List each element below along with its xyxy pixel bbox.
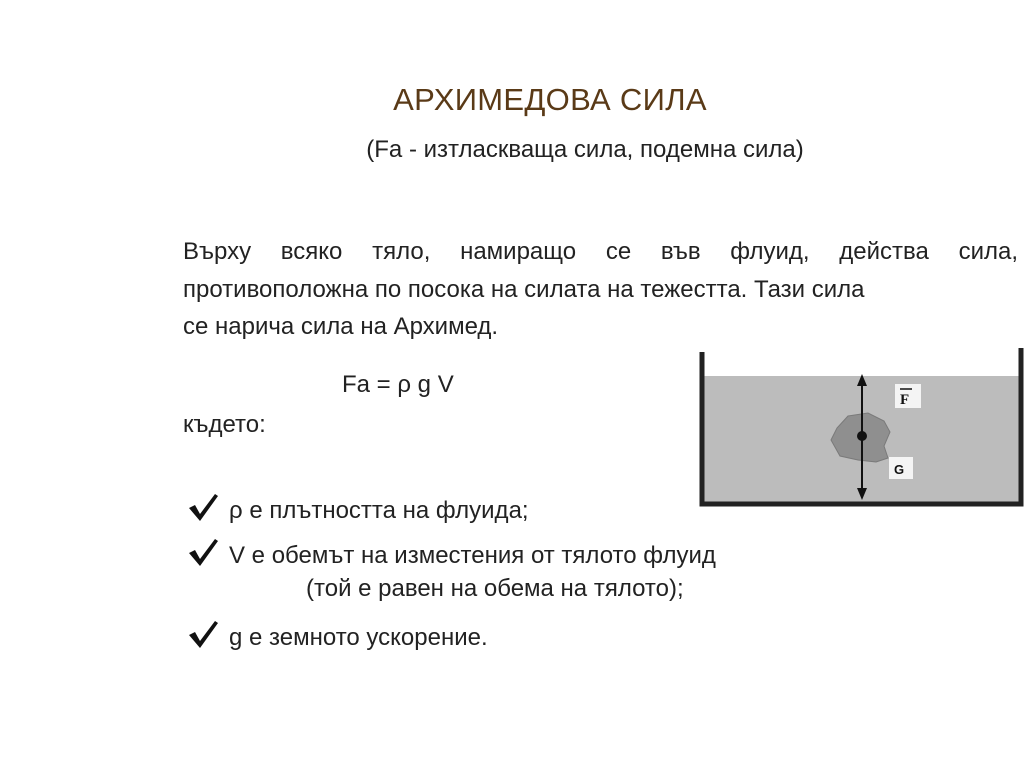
definition-line-2: противоположна по посока на силата на тежестта. Тази сила	[183, 276, 865, 303]
where-label: където:	[183, 411, 266, 438]
slide-title: АРХИМЕДОВА СИЛА	[393, 82, 707, 117]
bullet-density-text: ρ е плътността на флуида;	[229, 497, 529, 524]
center-of-mass	[857, 431, 867, 441]
definition-line-3: се нарича сила на Архимед.	[183, 313, 499, 340]
archimedes-formula: Fa = ρ g V	[342, 371, 454, 398]
checkmark-icon	[187, 537, 219, 567]
force-label-f: F	[900, 392, 910, 408]
force-label-g: G	[894, 462, 905, 477]
bullet-density	[187, 488, 529, 525]
bullet-gravity	[187, 615, 488, 652]
definition-line-1: Върху всяко тяло, намиращо се във флуид, действа сила,	[183, 238, 1018, 265]
checkmark-icon	[187, 619, 219, 649]
checkmark-icon	[187, 492, 219, 522]
bullet-volume	[187, 533, 716, 570]
bullet-volume-text: V е обемът на изместения от тялото флуид	[229, 542, 716, 569]
slide-subtitle: (Fa - изтласкваща сила, подемна сила)	[366, 136, 804, 163]
archimedes-diagram	[690, 344, 1024, 512]
bullet-gravity-text: g е земното ускорение.	[229, 624, 488, 651]
bullet-volume-continuation: (той е равен на обема на тялото);	[306, 575, 684, 602]
